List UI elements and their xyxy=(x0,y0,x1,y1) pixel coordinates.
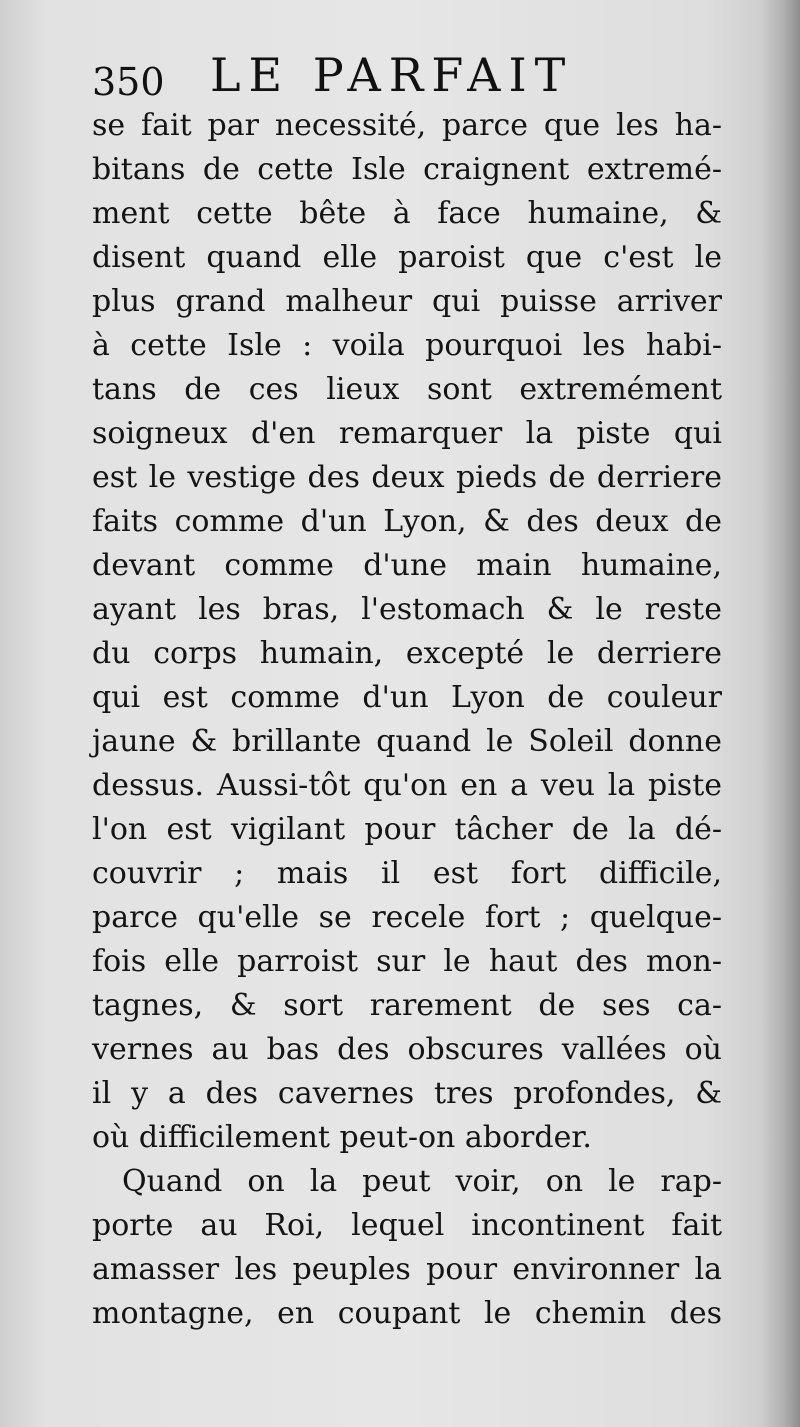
text-line: montagne, en coupant le chemin des xyxy=(92,1296,722,1331)
text-line: tagnes, & sort rarement de ses ca- xyxy=(92,988,722,1023)
text-line: soigneux d'en remarquer la piste qui xyxy=(92,416,722,451)
text-line: l'on est vigilant pour tâcher de la dé- xyxy=(92,812,722,847)
text-line: tans de ces lieux sont extremément xyxy=(92,372,722,407)
text-line: où difficilement peut-on aborder. xyxy=(92,1120,592,1155)
text-line: ment cette bête à face humaine, & xyxy=(92,196,722,231)
text-line: qui est comme d'un Lyon de couleur xyxy=(92,680,722,715)
text-line: parce qu'elle se recele fort ; quelque- xyxy=(92,900,722,935)
page-number: 350 xyxy=(92,60,165,104)
text-line: amasser les peuples pour environner la xyxy=(92,1252,722,1287)
text-line: il y a des cavernes tres profondes, & xyxy=(92,1076,722,1111)
text-line: du corps humain, excepté le derriere xyxy=(92,636,722,671)
text-line: jaune & brillante quand le Soleil donne xyxy=(92,724,722,759)
text-line: ayant les bras, l'estomach & le reste xyxy=(92,592,722,627)
text-line: vernes au bas des obscures vallées où xyxy=(92,1032,722,1067)
text-line: plus grand malheur qui puisse arriver xyxy=(92,284,722,319)
text-line: porte au Roi, lequel incontinent fait xyxy=(92,1208,722,1243)
text-line: devant comme d'une main humaine, xyxy=(92,548,722,583)
text-line: couvrir ; mais il est fort difficile, xyxy=(92,856,722,891)
page-edge-shadow xyxy=(760,0,800,1427)
text-line: dessus. Aussi-tôt qu'on en a veu la piste xyxy=(92,768,722,803)
running-title: LE PARFAIT xyxy=(210,48,574,102)
text-line: disent quand elle paroist que c'est le xyxy=(92,240,722,275)
running-head xyxy=(92,48,712,108)
text-line: fois elle parroist sur le haut des mon- xyxy=(92,944,722,979)
text-line: à cette Isle : voila pourquoi les habi- xyxy=(92,328,722,363)
text-line: faits comme d'un Lyon, & des deux de xyxy=(92,504,722,539)
text-line: Quand on la peut voir, on le rap- xyxy=(122,1164,722,1199)
body-text xyxy=(92,104,722,1336)
text-line: est le vestige des deux pieds de derriere xyxy=(92,460,722,495)
text-line: bitans de cette Isle craignent extremé- xyxy=(92,152,722,187)
text-line: se fait par necessité, parce que les ha- xyxy=(92,108,722,143)
